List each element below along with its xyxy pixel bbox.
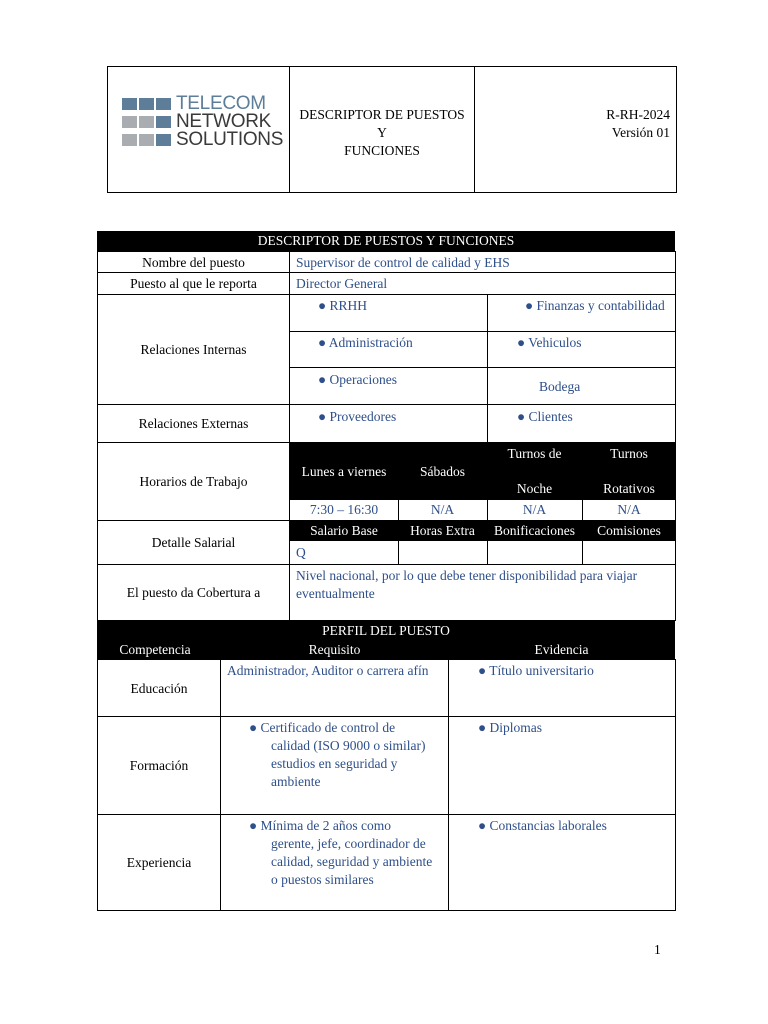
horarios-header-lunes: Lunes a viernes [301,464,387,479]
column-rule [289,251,290,621]
requisito-line: o puestos similares [271,872,374,887]
logo-word-telecom: TELECOM [176,93,266,114]
horarios-header-turnos-noche-2: Noche [516,481,553,496]
company-logo [122,93,284,156]
cell-rule [582,541,583,564]
label-reporta: Puesto al que le reporta [130,276,257,291]
document-title-line: Y [377,125,387,140]
salarial-header-base: Salario Base [310,523,378,538]
salarial-header-horas: Horas Extra [410,523,475,538]
logo-word-solutions: SOLUTIONS [176,129,284,150]
row-rule [97,272,676,273]
label-relaciones-internas: Relaciones Internas [140,342,247,357]
value-cobertura-line: Nivel nacional, por lo que debe tener disponibilidad para viajar [296,568,638,583]
value-cobertura-line: eventualmente [296,586,375,601]
requisito-line: ● Certificado de control de [249,720,396,735]
salarial-header-comisiones: Comisiones [597,523,661,538]
requisito-line: estudios en seguridad y [271,756,398,771]
label-relaciones-externas: Relaciones Externas [138,416,249,431]
cell-rule [487,294,488,442]
logo-square [122,134,137,146]
horario-noche-value: N/A [522,502,547,517]
logo-square [139,116,154,128]
value-reporta: Director General [296,276,388,291]
cell-rule [289,367,676,368]
document-title-line: DESCRIPTOR DE PUESTOS [299,107,465,122]
value-nombre-puesto: Supervisor de control de calidad y EHS [296,255,510,270]
row-rule [97,404,676,405]
descriptor-title-bar [97,231,675,251]
salarial-header-bonificaciones: Bonificaciones [494,523,575,538]
perfil-requisito-formacion [249,719,445,791]
horario-sabados-value: N/A [430,502,455,517]
internas-item: ● RRHH [318,298,368,313]
perfil-label-experiencia: Experiencia [126,855,192,870]
logo-square [156,116,171,128]
externas-item: ● Clientes [517,409,573,424]
perfil-label-educacion: Educación [130,681,188,696]
perfil-label-formacion: Formación [129,758,189,773]
requisito-line: ambiente [271,774,321,789]
requisito-line: calidad (ISO 9000 o similar) [271,738,426,753]
requisito-line: ● Mínima de 2 años como [249,818,392,833]
perfil-header-evidencia: Evidencia [534,642,589,657]
horario-lunes-value: 7:30 – 16:30 [309,502,379,517]
perfil-evidencia-formacion: ● Diplomas [478,720,543,735]
cell-rule [289,331,676,332]
horarios-header-turnos-rot-1: Turnos [610,446,648,461]
perfil-requisito-experiencia [249,817,445,889]
document-title-line: FUNCIONES [344,143,420,158]
cell-rule [290,499,676,500]
perfil-evidencia-experiencia: ● Constancias laborales [478,818,607,833]
header-divider [474,66,475,193]
row-rule [97,716,676,717]
document-code: R-RH-2024 [606,107,670,122]
row-rule [97,814,676,815]
externas-item: ● Proveedores [318,409,397,424]
document-version: Versión 01 [611,125,670,140]
perfil-title: PERFIL DEL PUESTO [322,623,450,638]
logo-square [139,98,154,110]
column-rule [448,659,449,911]
label-cobertura: El puesto da Cobertura a [126,585,261,600]
perfil-requisito-educacion: Administrador, Auditor o carrera afín [227,663,429,678]
requisito-line: calidad, seguridad y ambiente [271,854,433,869]
label-nombre-puesto: Nombre del puesto [142,255,245,270]
internas-item: ● Vehiculos [517,335,582,350]
horarios-header-turnos-noche-1: Turnos de [507,446,562,461]
logo-square [156,98,171,110]
logo-square [122,98,137,110]
perfil-evidencia-educacion: ● Título universitario [478,663,594,678]
horarios-header-sabados: Sábados [420,464,465,479]
perfil-header-competencia: Competencia [119,642,191,657]
logo-square [139,134,154,146]
requisito-line: gerente, jefe, coordinador de [271,836,426,851]
horario-rotativos-value: N/A [617,502,641,517]
row-rule [97,294,676,295]
perfil-header-requisito: Requisito [308,642,361,657]
logo-square [122,116,137,128]
logo-word-network: NETWORK [176,111,272,132]
logo-square [156,134,171,146]
page-number: 1 [654,942,661,957]
salario-base-value: Q [296,545,306,560]
internas-item: Bodega [539,379,581,394]
label-horarios: Horarios de Trabajo [139,474,248,489]
descriptor-title: DESCRIPTOR DE PUESTOS Y FUNCIONES [257,233,515,248]
internas-item: ● Finanzas y contabilidad [525,298,665,313]
internas-item: ● Administración [318,335,413,350]
document-code-block [480,106,670,142]
internas-item: ● Operaciones [318,372,397,387]
document-title [290,106,474,160]
cell-rule [487,541,488,564]
horarios-header-turnos-rot-2: Rotativos [603,481,655,496]
row-rule [97,564,676,565]
label-detalle-salarial: Detalle Salarial [151,535,236,550]
column-rule [220,659,221,911]
value-cobertura [296,567,671,603]
cell-rule [398,541,399,564]
